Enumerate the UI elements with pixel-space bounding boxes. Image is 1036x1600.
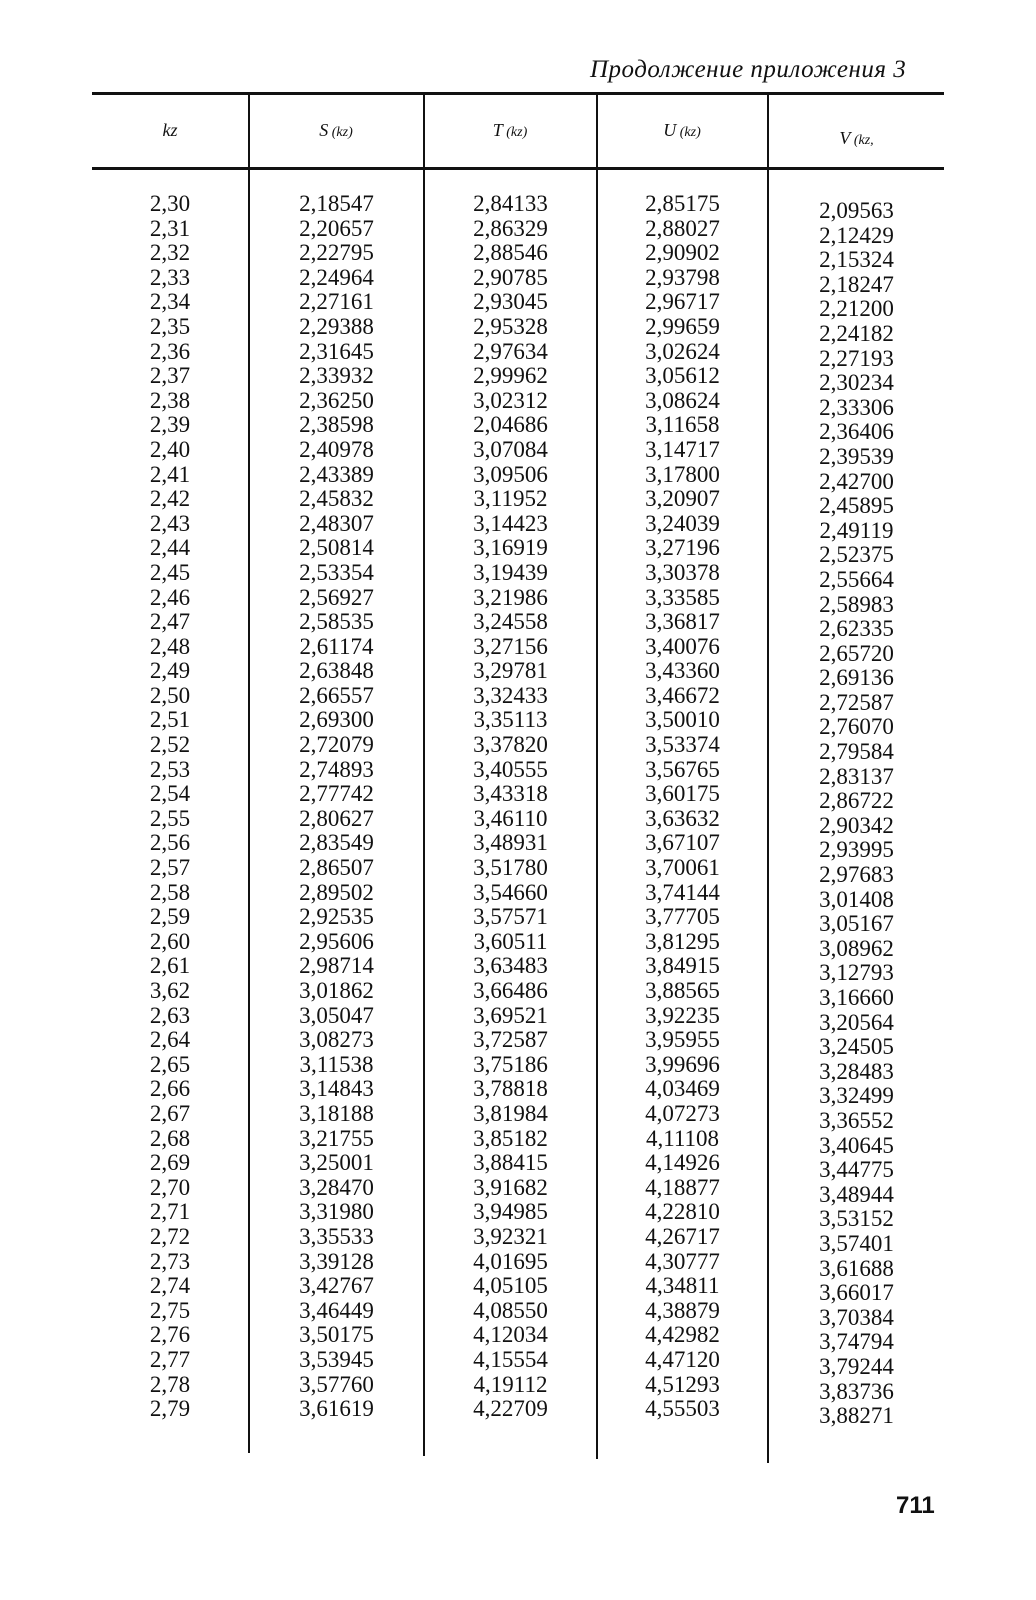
table-cell: 2,95328 xyxy=(473,313,548,339)
column-header-name: S xyxy=(319,120,329,140)
table-cell: 2,73 xyxy=(149,1248,191,1274)
table-cell: 2,59 xyxy=(149,904,191,930)
table-cell: 2,95606 xyxy=(299,928,374,954)
table-header-row xyxy=(92,96,944,166)
table-cell: 2,32 xyxy=(149,240,191,266)
table-cell: 2,27193 xyxy=(819,345,894,371)
table-cell: 3,30378 xyxy=(645,559,720,585)
column-v-values xyxy=(769,199,944,1429)
table-cell: 3,62 xyxy=(149,978,191,1003)
table-cell: 2,15324 xyxy=(819,247,894,273)
table-cell: 2,88546 xyxy=(473,240,548,266)
table-cell: 3,78818 xyxy=(473,1076,548,1102)
table-cell: 2,56927 xyxy=(299,584,374,610)
table-cell: 2,30 xyxy=(149,191,191,216)
table-cell: 2,75 xyxy=(149,1297,191,1323)
table-cell: 2,36 xyxy=(149,338,191,364)
table-cell: 3,08962 xyxy=(819,935,894,961)
table-cell: 3,66486 xyxy=(473,978,548,1003)
table-cell: 2,79 xyxy=(149,1396,191,1422)
table-cell: 3,57760 xyxy=(299,1371,374,1397)
table-cell: 4,51293 xyxy=(645,1371,720,1397)
table-cell: 3,60175 xyxy=(645,781,720,807)
table-cell: 2,80627 xyxy=(299,805,374,831)
table-cell: 3,36552 xyxy=(819,1107,894,1133)
table-cell: 3,60511 xyxy=(473,928,548,954)
column-header-u xyxy=(597,120,767,141)
table-cell: 2,90902 xyxy=(645,240,720,266)
table-cell: 2,33 xyxy=(149,264,191,290)
table-cell: 4,42982 xyxy=(645,1322,720,1348)
table-cell: 3,40555 xyxy=(473,756,548,782)
column-header-args: (kz, xyxy=(850,133,874,148)
table-cell: 3,24039 xyxy=(645,510,720,536)
table-cell: 2,20657 xyxy=(299,215,374,241)
table-cell: 4,19112 xyxy=(473,1371,548,1397)
table-cell: 3,88565 xyxy=(645,978,720,1003)
table-cell: 3,81295 xyxy=(645,928,720,954)
table-cell: 2,62335 xyxy=(819,616,894,642)
table-cell: 3,67107 xyxy=(645,830,720,856)
table-cell: 2,52375 xyxy=(819,542,894,568)
table-cell: 2,84133 xyxy=(473,191,548,216)
table-cell: 2,45895 xyxy=(819,493,894,519)
table-cell: 3,88271 xyxy=(819,1403,894,1429)
table-cell: 3,20564 xyxy=(819,1009,894,1035)
column-header-v xyxy=(769,128,944,149)
table-cell: 2,72587 xyxy=(819,689,894,715)
column-header-name: T xyxy=(492,120,503,140)
table-cell: 2,57 xyxy=(149,855,191,881)
table-cell: 3,16660 xyxy=(819,985,894,1010)
column-header-args: (kz) xyxy=(676,125,701,140)
table-cell: 4,05105 xyxy=(473,1273,548,1299)
table-cell: 2,66557 xyxy=(299,682,374,708)
table-cell: 2,71 xyxy=(149,1199,191,1225)
table-cell: 3,56765 xyxy=(645,756,720,782)
table-cell: 2,99962 xyxy=(473,363,548,389)
table-cell: 3,02624 xyxy=(645,338,720,364)
table-cell: 2,99659 xyxy=(645,313,720,339)
table-cell: 3,11952 xyxy=(473,486,548,512)
table-cell: 2,97683 xyxy=(819,862,894,888)
table-cell: 3,14843 xyxy=(299,1076,374,1102)
table-cell: 4,03469 xyxy=(645,1076,720,1102)
table-cell: 2,58983 xyxy=(819,591,894,617)
table-cell: 3,40076 xyxy=(645,633,720,659)
table-cell: 4,22810 xyxy=(645,1199,720,1225)
table-cell: 2,49 xyxy=(149,658,191,684)
table-cell: 3,95955 xyxy=(645,1027,720,1053)
table-cell: 3,92235 xyxy=(645,1002,720,1028)
table-cell: 4,55503 xyxy=(645,1396,720,1422)
table-cell: 3,48944 xyxy=(819,1181,894,1207)
table-cell: 2,50 xyxy=(149,682,191,708)
table-cell: 2,58535 xyxy=(299,609,374,635)
table-cell: 3,43318 xyxy=(473,781,548,807)
table-cell: 3,11658 xyxy=(645,412,720,438)
table-cell: 2,93798 xyxy=(645,264,720,290)
table-cell: 2,69300 xyxy=(299,707,374,733)
table-cell: 2,55664 xyxy=(819,566,894,592)
table-cell: 2,36406 xyxy=(819,419,894,445)
table-cell: 3,17800 xyxy=(645,461,720,487)
table-cell: 2,68 xyxy=(149,1125,191,1151)
table-header-rule xyxy=(92,167,944,170)
table-cell: 3,83736 xyxy=(819,1378,894,1404)
table-cell: 2,49119 xyxy=(819,517,894,543)
table-cell: 2,33306 xyxy=(819,394,894,420)
table-cell: 3,88415 xyxy=(473,1150,548,1176)
table-cell: 3,40645 xyxy=(819,1132,894,1158)
column-header-name: kz xyxy=(162,120,178,140)
table-cell: 2,58 xyxy=(149,879,191,905)
table-cell: 2,90785 xyxy=(473,264,548,290)
table-cell: 2,86722 xyxy=(819,788,894,814)
table-cell: 3,12793 xyxy=(819,960,894,986)
table-cell: 2,52 xyxy=(149,732,191,758)
table-cell: 2,24964 xyxy=(299,264,374,290)
table-cell: 3,08273 xyxy=(299,1027,374,1053)
table-cell: 3,07084 xyxy=(473,436,548,462)
table-cell: 3,08624 xyxy=(645,387,720,413)
table-cell: 2,18547 xyxy=(299,191,374,216)
table-cell: 3,02312 xyxy=(473,387,548,413)
table-cell: 2,63848 xyxy=(299,658,374,684)
column-u-values xyxy=(598,192,767,1422)
table-cell: 3,91682 xyxy=(473,1174,548,1200)
table-cell: 2,76 xyxy=(149,1322,191,1348)
table-cell: 3,01862 xyxy=(299,978,374,1003)
table-cell: 2,92535 xyxy=(299,904,374,930)
table-cell: 2,69136 xyxy=(819,665,894,691)
table-cell: 2,43 xyxy=(149,510,191,536)
table-cell: 3,16919 xyxy=(473,535,548,561)
table-cell: 2,34 xyxy=(149,289,191,315)
table-cell: 3,21986 xyxy=(473,584,548,610)
table-cell: 4,08550 xyxy=(473,1297,548,1323)
table-cell: 2,89502 xyxy=(299,879,374,905)
table-cell: 3,43360 xyxy=(645,658,720,684)
table-cell: 3,36817 xyxy=(645,609,720,635)
table-cell: 3,14423 xyxy=(473,510,548,536)
table-cell: 2,88027 xyxy=(645,215,720,241)
table-cell: 3,84915 xyxy=(645,953,720,979)
table-cell: 3,50010 xyxy=(645,707,720,733)
table-cell: 3,99696 xyxy=(645,1051,720,1077)
table-cell: 2,64 xyxy=(149,1027,191,1053)
table-cell: 4,11108 xyxy=(645,1125,720,1151)
table-cell: 2,39539 xyxy=(819,443,894,469)
table-cell: 2,24182 xyxy=(819,320,894,346)
table-cell: 3,48931 xyxy=(473,830,548,856)
table-cell: 3,50175 xyxy=(299,1322,374,1348)
table-cell: 3,53152 xyxy=(819,1206,894,1232)
table-cell: 2,31 xyxy=(149,215,191,241)
table-cell: 3,19439 xyxy=(473,559,548,585)
table-cell: 2,53354 xyxy=(299,559,374,585)
table-cell: 2,12429 xyxy=(819,222,894,248)
table-cell: 3,74794 xyxy=(819,1329,894,1355)
table-cell: 3,85182 xyxy=(473,1125,548,1151)
table-cell: 3,32433 xyxy=(473,682,548,708)
table-cell: 2,60 xyxy=(149,928,191,954)
table-cell: 3,05047 xyxy=(299,1002,374,1028)
table-cell: 4,22709 xyxy=(473,1396,548,1422)
table-cell: 2,86507 xyxy=(299,855,374,881)
column-header-name: V xyxy=(839,128,851,148)
table-cell: 2,63 xyxy=(149,1002,191,1028)
table-cell: 2,43389 xyxy=(299,461,374,487)
table-cell: 2,37 xyxy=(149,363,191,389)
table-caption: Продолжение приложения 3 xyxy=(590,56,907,83)
table-cell: 2,36250 xyxy=(299,387,374,413)
table-cell: 2,45 xyxy=(149,559,191,585)
table-cell: 2,33932 xyxy=(299,363,374,389)
table-cell: 2,56 xyxy=(149,830,191,856)
column-header-s xyxy=(249,120,423,141)
table-cell: 3,46449 xyxy=(299,1297,374,1323)
table-cell: 2,40 xyxy=(149,436,191,462)
table-cell: 3,70061 xyxy=(645,855,720,881)
table-cell: 2,44 xyxy=(149,535,191,561)
table-cell: 3,33585 xyxy=(645,584,720,610)
table-cell: 2,45832 xyxy=(299,486,374,512)
table-cell: 3,35533 xyxy=(299,1223,374,1249)
column-header-name: U xyxy=(663,120,677,140)
table-cell: 2,69 xyxy=(149,1150,191,1176)
table-cell: 3,69521 xyxy=(473,1002,548,1028)
table-cell: 2,40978 xyxy=(299,436,374,462)
table-cell: 3,72587 xyxy=(473,1027,548,1053)
table-cell: 2,83549 xyxy=(299,830,374,856)
table-cell: 2,98714 xyxy=(299,953,374,979)
table-cell: 3,75186 xyxy=(473,1051,548,1077)
table-cell: 2,67 xyxy=(149,1100,191,1126)
table-cell: 2,83137 xyxy=(819,763,894,789)
table-cell: 4,26717 xyxy=(645,1223,720,1249)
table-cell: 3,27196 xyxy=(645,535,720,561)
table-cell: 3,25001 xyxy=(299,1150,374,1176)
table-cell: 2,74893 xyxy=(299,756,374,782)
table-cell: 3,63632 xyxy=(645,805,720,831)
column-header-kz xyxy=(92,120,248,141)
table-cell: 3,54660 xyxy=(473,879,548,905)
table-cell: 2,96717 xyxy=(645,289,720,315)
table-cell: 2,76070 xyxy=(819,714,894,740)
table-cell: 3,01408 xyxy=(819,886,894,912)
table-cell: 2,30234 xyxy=(819,370,894,396)
table-cell: 3,05612 xyxy=(645,363,720,389)
table-cell: 2,50814 xyxy=(299,535,374,561)
table-cell: 3,79244 xyxy=(819,1353,894,1379)
table-cell: 2,48 xyxy=(149,633,191,659)
table-cell: 2,47 xyxy=(149,609,191,635)
table-cell: 3,70384 xyxy=(819,1304,894,1330)
column-header-args: (kz) xyxy=(328,125,353,140)
table-cell: 2,53 xyxy=(149,756,191,782)
table-cell: 3,57401 xyxy=(819,1230,894,1256)
table-cell: 3,29781 xyxy=(473,658,548,684)
table-cell: 4,34811 xyxy=(645,1273,720,1299)
table-cell: 2,31645 xyxy=(299,338,374,364)
table-cell: 3,24505 xyxy=(819,1034,894,1060)
table-cell: 3,28483 xyxy=(819,1058,894,1084)
table-cell: 3,18188 xyxy=(299,1100,374,1126)
table-cell: 2,38 xyxy=(149,387,191,413)
table-cell: 2,65720 xyxy=(819,640,894,666)
table-cell: 2,72 xyxy=(149,1223,191,1249)
table-cell: 3,77705 xyxy=(645,904,720,930)
table-cell: 2,21200 xyxy=(819,296,894,322)
table-cell: 2,70 xyxy=(149,1174,191,1200)
table-cell: 2,54 xyxy=(149,781,191,807)
table-cell: 2,42700 xyxy=(819,468,894,494)
table-cell: 3,32499 xyxy=(819,1083,894,1109)
table-cell: 4,12034 xyxy=(473,1322,548,1348)
table-cell: 4,18877 xyxy=(645,1174,720,1200)
table-cell: 2,29388 xyxy=(299,313,374,339)
table-cell: 2,97634 xyxy=(473,338,548,364)
table-cell: 3,53374 xyxy=(645,732,720,758)
table-cell: 2,90342 xyxy=(819,812,894,838)
table-cell: 2,22795 xyxy=(299,240,374,266)
table-cell: 2,18247 xyxy=(819,271,894,297)
table-cell: 3,39128 xyxy=(299,1248,374,1274)
table-cell: 2,48307 xyxy=(299,510,374,536)
table-cell: 3,57571 xyxy=(473,904,548,930)
table-cell: 2,38598 xyxy=(299,412,374,438)
table-cell: 2,77742 xyxy=(299,781,374,807)
table-cell: 2,66 xyxy=(149,1076,191,1102)
table-cell: 3,27156 xyxy=(473,633,548,659)
table-cell: 3,14717 xyxy=(645,436,720,462)
table-cell: 2,78 xyxy=(149,1371,191,1397)
table-cell: 3,74144 xyxy=(645,879,720,905)
page-number: 711 xyxy=(896,1492,935,1519)
table-cell: 2,09563 xyxy=(819,198,894,223)
table-cell: 3,44775 xyxy=(819,1157,894,1183)
table-cell: 2,72079 xyxy=(299,732,374,758)
table-cell: 3,21755 xyxy=(299,1125,374,1151)
table-cell: 2,61174 xyxy=(299,633,374,659)
column-header-args: (kz) xyxy=(502,125,528,140)
table-cell: 2,51 xyxy=(149,707,191,733)
column-kz-values xyxy=(92,192,248,1422)
table-cell: 3,51780 xyxy=(473,855,548,881)
table-top-rule xyxy=(92,92,944,95)
table-cell: 4,47120 xyxy=(645,1346,720,1372)
table-cell: 4,14926 xyxy=(645,1150,720,1176)
table-cell: 3,11538 xyxy=(299,1051,374,1077)
table-cell: 2,61 xyxy=(149,953,191,979)
table-cell: 2,27161 xyxy=(299,289,374,315)
table-cell: 2,04686 xyxy=(473,412,548,438)
table-cell: 3,63483 xyxy=(473,953,548,979)
table-cell: 3,37820 xyxy=(473,732,548,758)
table-cell: 2,39 xyxy=(149,412,191,438)
table-cell: 3,94985 xyxy=(473,1199,548,1225)
table-cell: 2,41 xyxy=(149,461,191,487)
table-cell: 2,65 xyxy=(149,1051,191,1077)
table-cell: 3,28470 xyxy=(299,1174,374,1200)
table-cell: 3,09506 xyxy=(473,461,548,487)
table-cell: 3,46672 xyxy=(645,682,720,708)
table-cell: 3,20907 xyxy=(645,486,720,512)
table-cell: 3,53945 xyxy=(299,1346,374,1372)
table-cell: 2,93995 xyxy=(819,837,894,863)
column-t-values xyxy=(425,192,596,1422)
table-cell: 3,31980 xyxy=(299,1199,374,1225)
table-cell: 2,85175 xyxy=(645,191,720,216)
table-cell: 2,46 xyxy=(149,584,191,610)
table-cell: 4,15554 xyxy=(473,1346,548,1372)
table-cell: 2,35 xyxy=(149,313,191,339)
column-s-values xyxy=(250,192,423,1422)
table-cell: 2,74 xyxy=(149,1273,191,1299)
table-cell: 3,92321 xyxy=(473,1223,548,1249)
table-cell: 3,35113 xyxy=(473,707,548,733)
table-cell: 4,07273 xyxy=(645,1100,720,1126)
table-cell: 2,86329 xyxy=(473,215,548,241)
table-cell: 3,05167 xyxy=(819,911,894,937)
table-cell: 4,01695 xyxy=(473,1248,548,1274)
table-cell: 2,79584 xyxy=(819,739,894,765)
table-cell: 3,42767 xyxy=(299,1273,374,1299)
table-cell: 3,66017 xyxy=(819,1280,894,1306)
table-cell: 3,81984 xyxy=(473,1100,548,1126)
table-cell: 2,42 xyxy=(149,486,191,512)
table-cell: 3,61619 xyxy=(299,1396,374,1422)
column-header-t xyxy=(424,120,596,141)
table-cell: 2,55 xyxy=(149,805,191,831)
table-cell: 2,77 xyxy=(149,1346,191,1372)
table-cell: 3,24558 xyxy=(473,609,548,635)
table-cell: 4,30777 xyxy=(645,1248,720,1274)
table-cell: 3,61688 xyxy=(819,1255,894,1281)
table-cell: 3,46110 xyxy=(473,805,548,831)
table-cell: 2,93045 xyxy=(473,289,548,315)
table-cell: 4,38879 xyxy=(645,1297,720,1323)
